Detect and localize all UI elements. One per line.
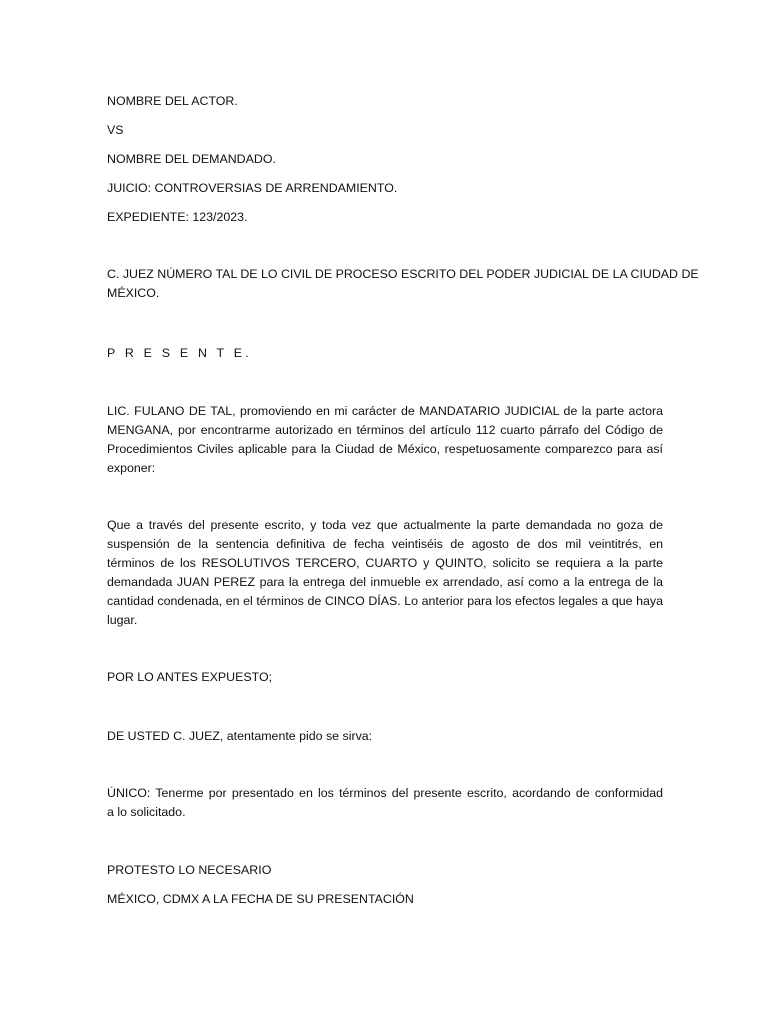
addressee-line: C. JUEZ NÚMERO TAL DE LO CIVIL DE PROCESO ESCRITO DEL PODER JUDICIAL DE LA CIUDAD DE xyxy=(107,267,699,281)
por-lo-antes-line: POR LO ANTES EXPUESTO; xyxy=(107,670,273,684)
paragraph-line: términos de los RESOLUTIVOS TERCERO, CUARTO y QUINTO, solicito se requiera a la parte xyxy=(107,556,663,570)
addressee-line: MÉXICO. xyxy=(107,286,160,300)
de-usted-line: DE USTED C. JUEZ, atentamente pido se sirva: xyxy=(107,729,373,743)
paragraph-line: demandada JUAN PEREZ para la entrega del inmueble ex arrendado, así como a la entrega de la xyxy=(107,575,663,589)
paragraph-line: ÚNICO: Tenerme por presentado en los términos del presente escrito, acordando de conformidad xyxy=(107,786,663,800)
protesto-line: PROTESTO LO NECESARIO xyxy=(107,863,272,877)
versus-label: VS xyxy=(107,123,124,137)
paragraph-line: a lo solicitado. xyxy=(107,805,186,819)
addressee-block xyxy=(107,265,699,303)
juicio-line: JUICIO: CONTROVERSIAS DE ARRENDAMIENTO. xyxy=(107,181,398,195)
paragraph-line: exponer: xyxy=(107,461,156,475)
paragraph-line: lugar. xyxy=(107,613,138,627)
paragraph-line: suspensión de la sentencia definitiva de fecha veintiséis de agosto de dos mil veintitrés, en xyxy=(107,537,663,551)
paragraph-line: Procedimientos Civiles aplicable para la Ciudad de México, respetuosamente comparezco para así xyxy=(107,442,663,456)
presente-line: P R E S E N T E. xyxy=(107,346,252,360)
paragraph-line: cantidad condenada, en el términos de CINCO DÍAS. Lo anterior para los efectos legales a que haya xyxy=(107,594,663,608)
paragraph-line: MENGANA, por encontrarme autorizado en términos del artículo 112 cuarto párrafo del Código de xyxy=(107,423,663,437)
request-paragraph xyxy=(107,516,663,630)
paragraph-line: LIC. FULANO DE TAL, promoviendo en mi carácter de MANDATARIO JUDICIAL de la parte actora xyxy=(107,404,663,418)
intro-paragraph xyxy=(107,402,663,478)
expediente-line: EXPEDIENTE: 123/2023. xyxy=(107,210,248,224)
unico-paragraph xyxy=(107,784,663,822)
demandado-name: NOMBRE DEL DEMANDADO. xyxy=(107,152,276,166)
actor-name: NOMBRE DEL ACTOR. xyxy=(107,94,238,108)
paragraph-line: Que a través del presente escrito, y toda vez que actualmente la parte demandada no goza de xyxy=(107,518,663,532)
place-date-line: MÉXICO, CDMX A LA FECHA DE SU PRESENTACIÓN xyxy=(107,892,414,906)
